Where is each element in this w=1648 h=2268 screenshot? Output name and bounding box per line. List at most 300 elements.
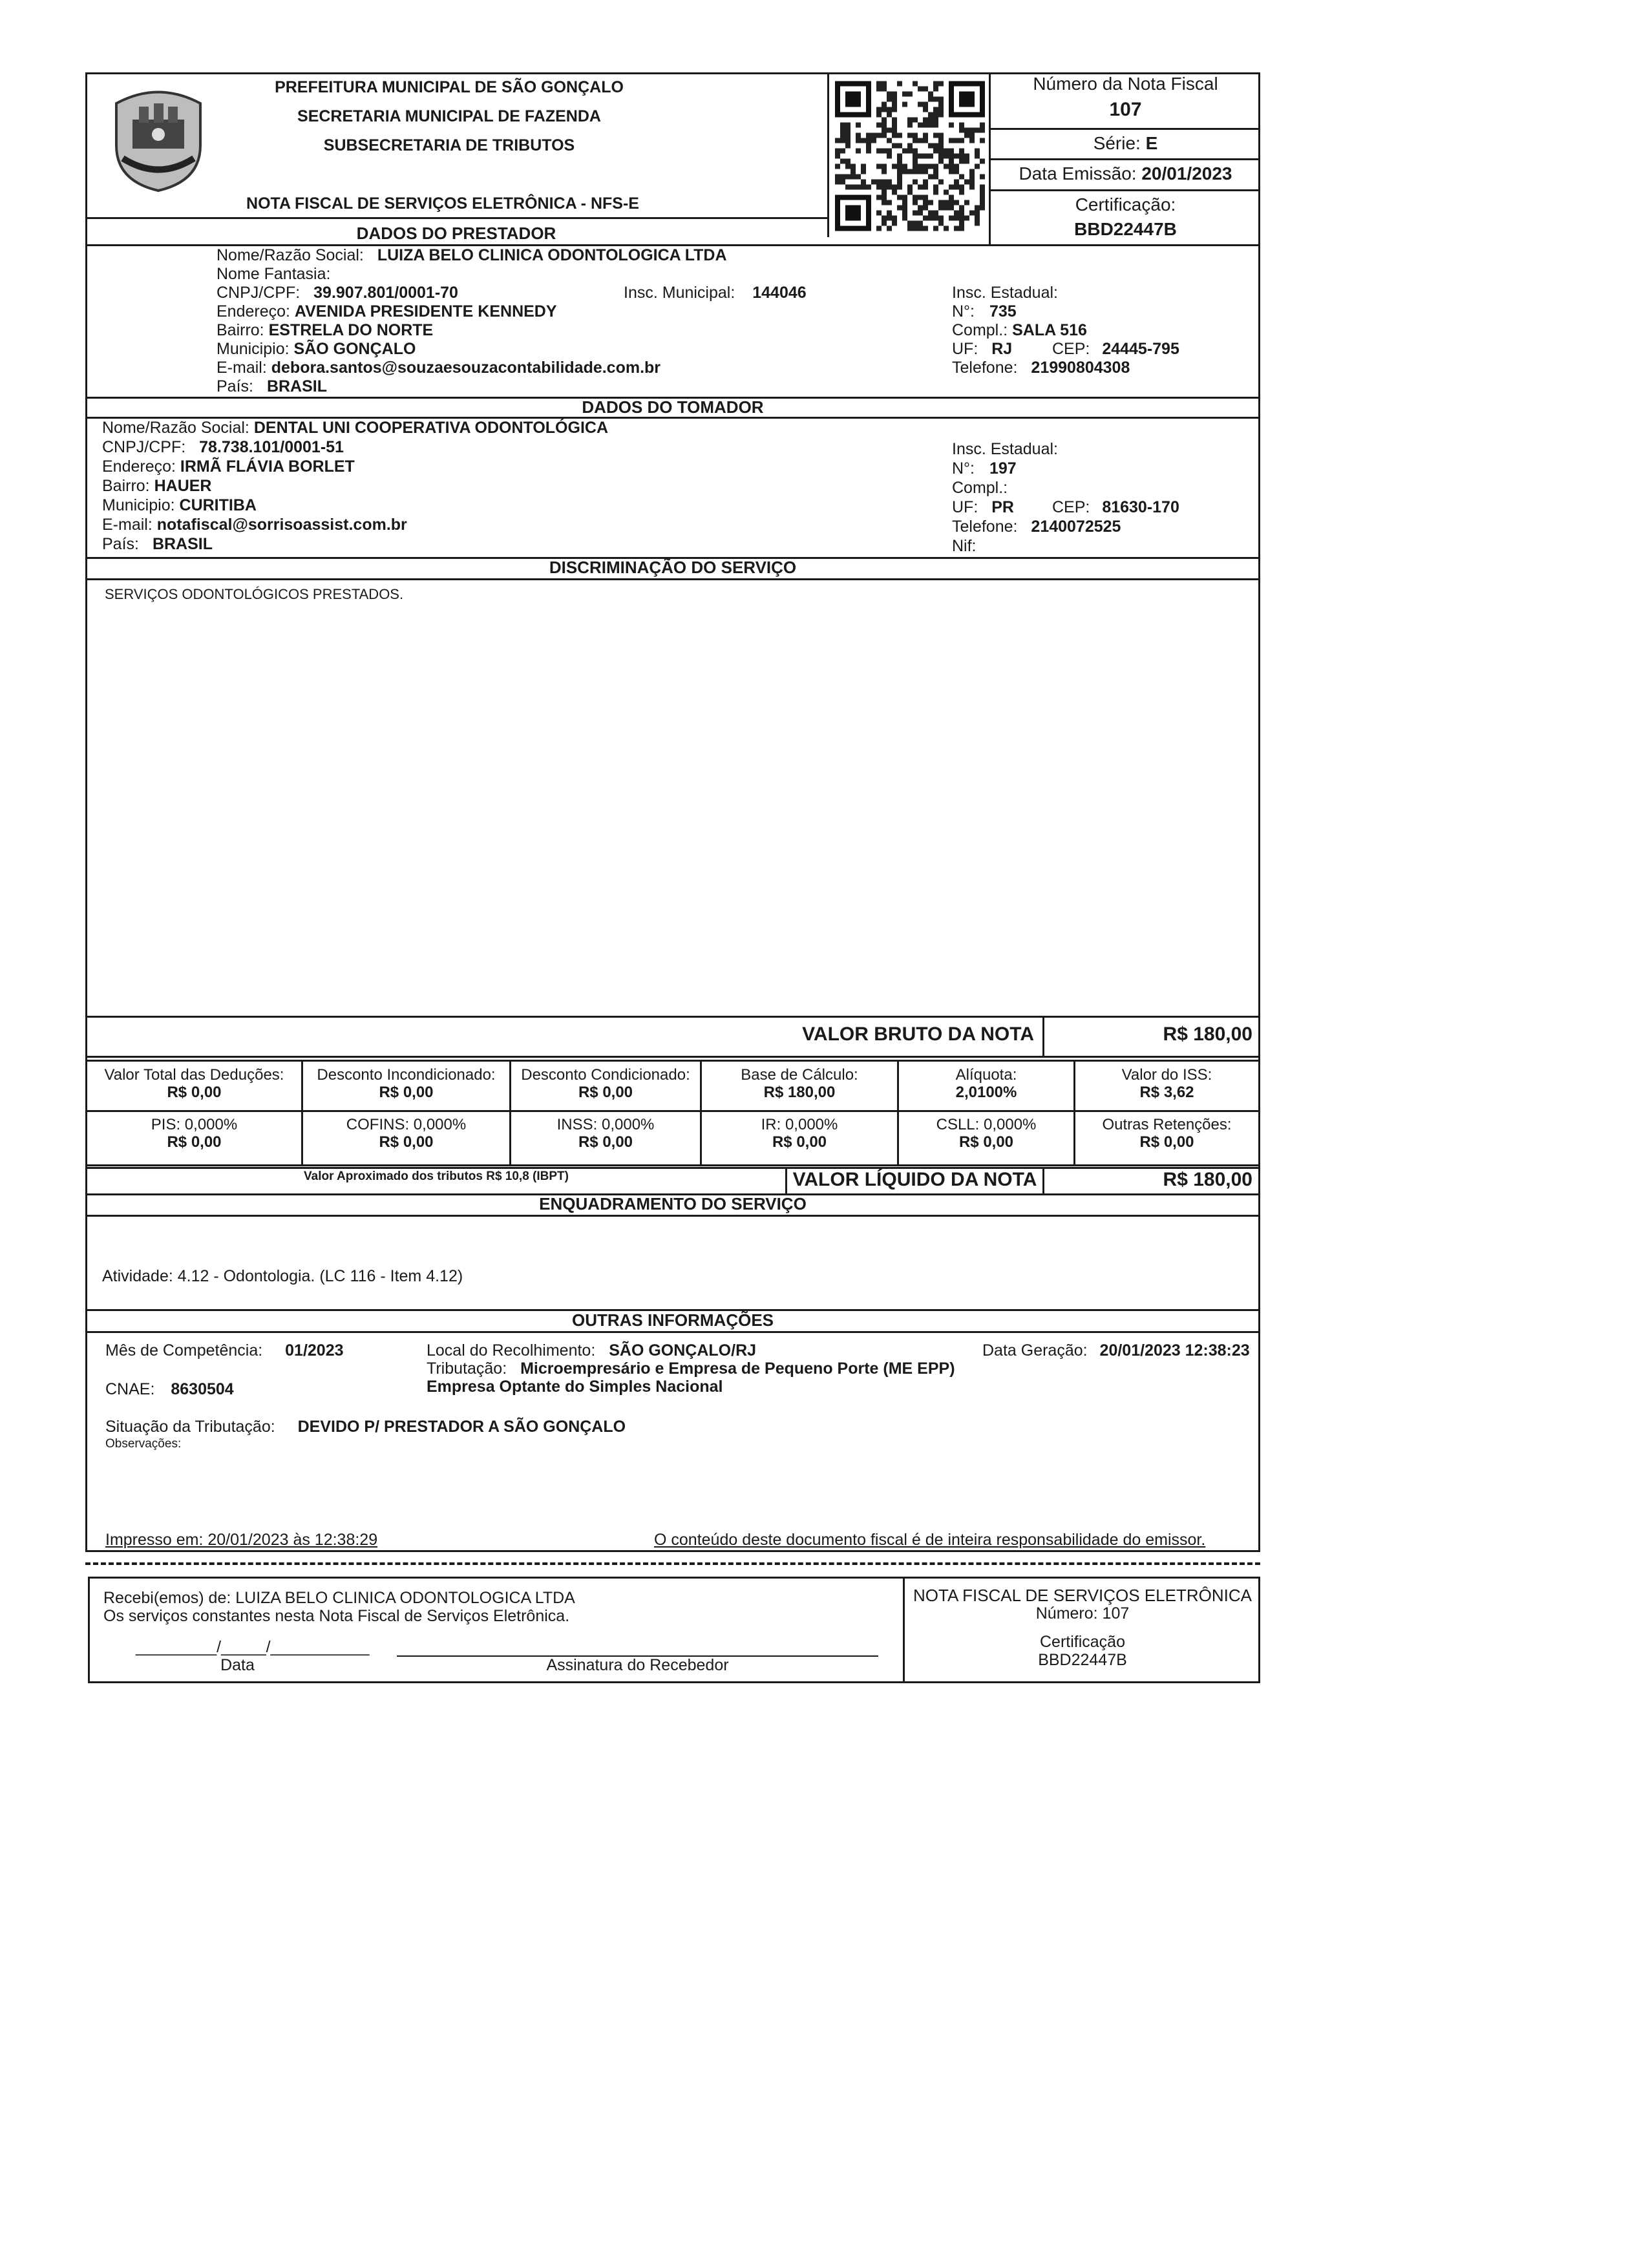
qr-module bbox=[933, 149, 938, 154]
qr-module bbox=[913, 200, 918, 205]
qr-module bbox=[944, 149, 949, 154]
qr-module bbox=[954, 211, 959, 216]
qr-module bbox=[902, 200, 907, 205]
tomador-endereco-value: IRMÃ FLÁVIA BORLET bbox=[180, 457, 355, 476]
tomador-pais bbox=[102, 534, 213, 554]
qr-module bbox=[866, 143, 871, 149]
qr-module bbox=[887, 97, 892, 102]
qr-module bbox=[907, 190, 913, 195]
aliquota-value: 2,0100% bbox=[955, 1084, 1017, 1101]
qr-module bbox=[856, 149, 861, 154]
qr-module bbox=[892, 118, 897, 123]
competencia-label: Mês de Competência: bbox=[105, 1341, 263, 1360]
prestador-endereco-value: AVENIDA PRESIDENTE KENNEDY bbox=[294, 302, 557, 320]
qr-module bbox=[856, 174, 861, 180]
qr-finder-pattern bbox=[845, 92, 861, 107]
ir-label: IR: 0,000% bbox=[761, 1116, 838, 1133]
qr-module bbox=[918, 211, 923, 216]
tomador-tel-label: Telefone: bbox=[952, 518, 1018, 536]
qr-module bbox=[882, 149, 887, 154]
qr-module bbox=[861, 185, 866, 190]
qr-module bbox=[938, 180, 944, 185]
tributacao-field bbox=[427, 1359, 955, 1378]
data-geracao-label: Data Geração: bbox=[982, 1341, 1088, 1360]
qr-module bbox=[902, 102, 907, 107]
qr-module bbox=[913, 159, 918, 164]
qr-module bbox=[959, 190, 964, 195]
qr-module bbox=[913, 180, 918, 185]
prestador-num-label: N°: bbox=[952, 302, 975, 320]
qr-module bbox=[938, 97, 944, 102]
qr-module bbox=[866, 149, 871, 154]
pis-value: R$ 0,00 bbox=[167, 1133, 222, 1151]
qr-module bbox=[892, 97, 897, 102]
qr-module bbox=[907, 169, 913, 174]
qr-module bbox=[969, 128, 975, 133]
qr-module bbox=[902, 205, 907, 211]
tomador-compl-label: Compl.: bbox=[952, 479, 1008, 497]
qr-module bbox=[845, 123, 850, 128]
qr-module bbox=[923, 164, 928, 169]
qr-module bbox=[897, 180, 902, 185]
servico-section-title: DISCRIMINAÇÃO DO SERVIÇO bbox=[549, 558, 797, 577]
prestador-razao-value: LUIZA BELO CLINICA ODONTOLOGICA LTDA bbox=[377, 246, 727, 264]
qr-module bbox=[944, 226, 949, 231]
tomador-tel bbox=[952, 517, 1121, 536]
qr-module bbox=[923, 226, 928, 231]
qr-module bbox=[975, 128, 980, 133]
tomador-email-label: E-mail: bbox=[102, 516, 153, 534]
qr-module bbox=[882, 128, 887, 133]
qr-module bbox=[938, 138, 944, 143]
qr-module bbox=[959, 205, 964, 211]
qr-module bbox=[882, 195, 887, 200]
qr-module bbox=[923, 216, 928, 221]
qr-module bbox=[897, 154, 902, 159]
aliquota-label: Alíquota: bbox=[955, 1066, 1017, 1084]
serie-value: E bbox=[1145, 133, 1158, 153]
tomador-num-value: 197 bbox=[989, 459, 1017, 478]
qr-module bbox=[959, 226, 964, 231]
prestador-tel-label: Telefone: bbox=[952, 359, 1018, 377]
cofins-label: COFINS: 0,000% bbox=[346, 1116, 467, 1133]
qr-module bbox=[959, 138, 964, 143]
recibo-nf-title: NOTA FISCAL DE SERVIÇOS ELETRÔNICA bbox=[913, 1586, 1252, 1605]
qr-module bbox=[959, 174, 964, 180]
qr-module bbox=[907, 143, 913, 149]
qr-module bbox=[964, 159, 969, 164]
qr-module bbox=[918, 185, 923, 190]
qr-module bbox=[933, 164, 938, 169]
qr-module bbox=[933, 87, 938, 92]
bruto-rule-top bbox=[85, 1016, 1260, 1018]
deducoes-label: Valor Total das Deduções: bbox=[104, 1066, 284, 1084]
qr-module bbox=[876, 180, 882, 185]
recibo-nf-cert-label: Certificação bbox=[1040, 1633, 1125, 1651]
tomador-uf bbox=[952, 498, 1014, 517]
qr-module bbox=[923, 169, 928, 174]
qr-module bbox=[923, 200, 928, 205]
recibo-data-label: Data bbox=[220, 1656, 255, 1674]
qr-module bbox=[969, 174, 975, 180]
qr-module bbox=[913, 138, 918, 143]
qr-module bbox=[835, 149, 840, 154]
qr-module bbox=[871, 133, 876, 138]
cert-label: Certificação: bbox=[1075, 194, 1176, 215]
qr-module bbox=[980, 123, 985, 128]
qr-module bbox=[845, 128, 850, 133]
qr-module bbox=[975, 221, 980, 226]
qr-module bbox=[938, 107, 944, 112]
qr-module bbox=[902, 216, 907, 221]
qr-module bbox=[876, 149, 882, 154]
qr-module bbox=[882, 133, 887, 138]
header-subsecretaria: SUBSECRETARIA DE TRIBUTOS bbox=[323, 136, 575, 154]
qr-module bbox=[959, 128, 964, 133]
prestador-municipio-value: SÃO GONÇALO bbox=[293, 340, 416, 358]
qr-module bbox=[882, 190, 887, 195]
qr-module bbox=[882, 180, 887, 185]
desc-incond-label: Desconto Incondicionado: bbox=[317, 1066, 496, 1084]
qr-module bbox=[913, 81, 918, 87]
tomador-endereco bbox=[102, 457, 355, 476]
valor-iss-label: Valor do ISS: bbox=[1121, 1066, 1212, 1084]
qr-module bbox=[928, 92, 933, 97]
deducoes-value: R$ 0,00 bbox=[167, 1084, 222, 1101]
ir-value: R$ 0,00 bbox=[772, 1133, 827, 1151]
recibo-line1: Recebi(emos) de: LUIZA BELO CLINICA ODONTOLOGICA LTDA bbox=[103, 1589, 575, 1607]
cofins-cell bbox=[303, 1116, 509, 1151]
qr-module bbox=[923, 102, 928, 107]
qr-module bbox=[975, 154, 980, 159]
data-geracao-value: 20/01/2023 12:38:23 bbox=[1099, 1341, 1250, 1360]
deducoes-cell bbox=[87, 1066, 301, 1101]
responsabilidade-text: O conteúdo deste documento fiscal é de inteira responsabilidade do emissor. bbox=[654, 1531, 1206, 1549]
qr-module bbox=[969, 133, 975, 138]
qr-module bbox=[959, 221, 964, 226]
qr-module bbox=[907, 221, 913, 226]
qr-module bbox=[918, 205, 923, 211]
tomador-cnpj-label: CNPJ/CPF: bbox=[102, 438, 186, 456]
qr-module bbox=[964, 154, 969, 159]
qr-module bbox=[892, 143, 897, 149]
tomador-municipio-label: Municipio: bbox=[102, 496, 175, 514]
qr-module bbox=[959, 185, 964, 190]
valor-liquido-value: R$ 180,00 bbox=[1163, 1169, 1252, 1190]
valor-iss-cell bbox=[1075, 1066, 1258, 1101]
qr-module bbox=[907, 118, 913, 123]
municipal-coat-of-arms-logo bbox=[103, 84, 213, 194]
prestador-rule-top bbox=[85, 217, 829, 219]
qr-module bbox=[933, 107, 938, 112]
qr-module bbox=[856, 138, 861, 143]
qr-module bbox=[897, 81, 902, 87]
qr-module bbox=[866, 138, 871, 143]
prestador-razao bbox=[217, 246, 727, 265]
qr-module bbox=[892, 221, 897, 226]
simples-nacional: Empresa Optante do Simples Nacional bbox=[427, 1378, 723, 1396]
qr-module bbox=[882, 102, 887, 107]
prestador-cnpj-label: CNPJ/CPF: bbox=[217, 284, 301, 302]
servico-rule-bottom bbox=[85, 578, 1260, 580]
prestador-pais-label: País: bbox=[217, 377, 253, 395]
prestador-bairro-label: Bairro: bbox=[217, 321, 264, 339]
inss-label: INSS: 0,000% bbox=[556, 1116, 655, 1133]
cnae-value: 8630504 bbox=[171, 1380, 234, 1398]
qr-module bbox=[845, 138, 850, 143]
atividade-text: Atividade: 4.12 - Odontologia. (LC 116 - Item 4.12) bbox=[102, 1267, 463, 1285]
qr-module bbox=[938, 133, 944, 138]
header-divider-qr-left bbox=[827, 72, 829, 237]
valor-bruto-label: VALOR BRUTO DA NOTA bbox=[802, 1024, 1034, 1045]
desc-cond-value: R$ 0,00 bbox=[578, 1084, 633, 1101]
prestador-uf-label: UF: bbox=[952, 340, 978, 358]
qr-module bbox=[892, 216, 897, 221]
qr-module bbox=[928, 174, 933, 180]
qr-module bbox=[954, 164, 959, 169]
pis-label: PIS: 0,000% bbox=[151, 1116, 238, 1133]
qr-module bbox=[840, 180, 845, 185]
qr-module bbox=[882, 123, 887, 128]
prestador-endereco bbox=[217, 302, 557, 321]
prestador-im-label: Insc. Municipal: bbox=[624, 284, 735, 302]
qr-module bbox=[907, 123, 913, 128]
qr-module bbox=[980, 200, 985, 205]
qr-module bbox=[845, 143, 850, 149]
tax-grid-row-divider bbox=[85, 1110, 1260, 1112]
qr-module bbox=[861, 180, 866, 185]
header-prefeitura: PREFEITURA MUNICIPAL DE SÃO GONÇALO bbox=[275, 78, 624, 96]
qr-module bbox=[887, 107, 892, 112]
tomador-razao-label: Nome/Razão Social: bbox=[102, 419, 249, 437]
qr-module bbox=[861, 164, 866, 169]
prestador-num bbox=[952, 302, 1017, 321]
qr-module bbox=[897, 143, 902, 149]
qr-module bbox=[850, 174, 856, 180]
qr-module bbox=[975, 205, 980, 211]
tomador-email-value: notafiscal@sorrisoassist.com.br bbox=[156, 516, 407, 534]
qr-module bbox=[892, 133, 897, 138]
valor-liquido-label: VALOR LÍQUIDO DA NOTA bbox=[792, 1169, 1037, 1190]
prestador-ie-label: Insc. Estadual: bbox=[952, 284, 1058, 302]
qr-module bbox=[902, 149, 907, 154]
qr-module bbox=[928, 123, 933, 128]
prestador-municipio-label: Municipio: bbox=[217, 340, 290, 358]
qr-module bbox=[923, 118, 928, 123]
qr-module bbox=[975, 216, 980, 221]
qr-module bbox=[845, 185, 850, 190]
qr-module bbox=[928, 143, 933, 149]
qr-module bbox=[876, 112, 882, 118]
qr-module bbox=[964, 180, 969, 185]
base-calculo-value: R$ 180,00 bbox=[763, 1084, 836, 1101]
qr-module bbox=[840, 149, 845, 154]
prestador-compl-value: SALA 516 bbox=[1012, 321, 1087, 339]
qr-module bbox=[933, 133, 938, 138]
qr-module bbox=[923, 195, 928, 200]
cofins-value: R$ 0,00 bbox=[379, 1133, 434, 1151]
qr-module bbox=[933, 190, 938, 195]
tomador-razao bbox=[102, 418, 608, 437]
enquadramento-section-title: ENQUADRAMENTO DO SERVIÇO bbox=[539, 1194, 807, 1213]
liquido-divider-right bbox=[1042, 1167, 1044, 1194]
qr-module bbox=[918, 123, 923, 128]
qr-module bbox=[928, 211, 933, 216]
qr-module bbox=[969, 180, 975, 185]
qr-module bbox=[928, 118, 933, 123]
tomador-cep-value: 81630-170 bbox=[1102, 498, 1179, 516]
prestador-cnpj bbox=[217, 283, 458, 302]
qr-module bbox=[876, 107, 882, 112]
nota-number-label: Número da Nota Fiscal bbox=[1033, 74, 1218, 94]
qr-module bbox=[913, 164, 918, 169]
qr-module bbox=[928, 216, 933, 221]
qr-module bbox=[933, 118, 938, 123]
qr-module bbox=[938, 159, 944, 164]
qr-module bbox=[964, 200, 969, 205]
qr-module bbox=[835, 154, 840, 159]
qr-module bbox=[913, 169, 918, 174]
valor-iss-value: R$ 3,62 bbox=[1139, 1084, 1194, 1101]
qr-module bbox=[980, 174, 985, 180]
qr-module bbox=[954, 200, 959, 205]
nota-number: 107 bbox=[1109, 99, 1142, 120]
qr-module bbox=[882, 164, 887, 169]
qr-module bbox=[902, 92, 907, 97]
qr-module bbox=[845, 164, 850, 169]
qr-module bbox=[913, 211, 918, 216]
header-right-rule-3 bbox=[989, 189, 1260, 191]
qr-module bbox=[913, 221, 918, 226]
prestador-cep-label: CEP: bbox=[1052, 340, 1090, 358]
qr-module bbox=[938, 149, 944, 154]
qr-module bbox=[938, 112, 944, 118]
qr-module bbox=[866, 185, 871, 190]
qr-module bbox=[938, 143, 944, 149]
desc-incond-value: R$ 0,00 bbox=[379, 1084, 434, 1101]
qr-module bbox=[928, 112, 933, 118]
qr-module bbox=[933, 174, 938, 180]
prestador-im-value: 144046 bbox=[752, 284, 807, 302]
qr-module bbox=[902, 211, 907, 216]
prestador-endereco-label: Endereço: bbox=[217, 302, 290, 320]
qr-module bbox=[938, 102, 944, 107]
qr-module bbox=[882, 216, 887, 221]
qr-module bbox=[913, 226, 918, 231]
tomador-pais-label: País: bbox=[102, 535, 139, 553]
tomador-ie-label: Insc. Estadual: bbox=[952, 440, 1058, 458]
desc-cond-label: Desconto Condicionado: bbox=[521, 1066, 690, 1084]
qr-module bbox=[933, 143, 938, 149]
qr-module bbox=[882, 169, 887, 174]
bruto-rule-bottom bbox=[85, 1056, 1260, 1058]
qr-module bbox=[923, 138, 928, 143]
csll-label: CSLL: 0,000% bbox=[936, 1116, 1037, 1133]
qr-module bbox=[949, 159, 954, 164]
tomador-nif-label: Nif: bbox=[952, 537, 977, 555]
qr-module bbox=[897, 164, 902, 169]
qr-module bbox=[850, 185, 856, 190]
qr-module bbox=[835, 180, 840, 185]
qr-module bbox=[975, 211, 980, 216]
qr-module bbox=[887, 149, 892, 154]
qr-module bbox=[876, 133, 882, 138]
qr-module bbox=[949, 154, 954, 159]
prestador-uf bbox=[952, 339, 1012, 359]
qr-module bbox=[876, 211, 882, 216]
qr-module bbox=[949, 164, 954, 169]
prestador-im bbox=[624, 283, 807, 302]
qr-module bbox=[887, 154, 892, 159]
situacao-field bbox=[105, 1417, 626, 1436]
prestador-pais bbox=[217, 377, 327, 396]
qr-module bbox=[850, 164, 856, 169]
inss-value: R$ 0,00 bbox=[578, 1133, 633, 1151]
qr-module bbox=[892, 190, 897, 195]
qr-module bbox=[923, 180, 928, 185]
qr-module bbox=[897, 133, 902, 138]
tomador-uf-label: UF: bbox=[952, 498, 978, 516]
qr-module bbox=[907, 149, 913, 154]
qr-module bbox=[866, 133, 871, 138]
qr-module bbox=[933, 216, 938, 221]
qr-module bbox=[918, 164, 923, 169]
prestador-cep bbox=[1052, 339, 1179, 359]
qr-module bbox=[923, 133, 928, 138]
qr-module bbox=[923, 123, 928, 128]
qr-module bbox=[954, 138, 959, 143]
qr-module bbox=[861, 169, 866, 174]
qr-module bbox=[933, 211, 938, 216]
qr-module bbox=[913, 154, 918, 159]
cut-line bbox=[85, 1562, 1260, 1565]
inss-cell bbox=[511, 1116, 700, 1151]
qr-module bbox=[845, 159, 850, 164]
qr-module bbox=[959, 149, 964, 154]
qr-module bbox=[892, 92, 897, 97]
prestador-cnpj-value: 39.907.801/0001-70 bbox=[313, 284, 458, 302]
outras-retencoes-label: Outras Retenções: bbox=[1102, 1116, 1232, 1133]
recibo-nf-cert-value: BBD22447B bbox=[1038, 1651, 1127, 1669]
qr-module bbox=[969, 211, 975, 216]
tomador-tel-value: 2140072525 bbox=[1031, 518, 1121, 536]
qr-module bbox=[954, 216, 959, 221]
qr-module bbox=[975, 164, 980, 169]
qr-module bbox=[907, 185, 913, 190]
qr-module bbox=[902, 164, 907, 169]
qr-module bbox=[887, 216, 892, 221]
qr-finder-pattern bbox=[959, 92, 975, 107]
prestador-cep-value: 24445-795 bbox=[1102, 340, 1179, 358]
observacoes-label: Observações: bbox=[105, 1437, 182, 1451]
tomador-num-label: N°: bbox=[952, 459, 975, 478]
qr-module bbox=[887, 211, 892, 216]
qr-module bbox=[835, 138, 840, 143]
prestador-uf-value: RJ bbox=[991, 340, 1013, 358]
qr-module bbox=[928, 164, 933, 169]
enquadramento-rule-bottom bbox=[85, 1215, 1260, 1217]
qr-module bbox=[938, 154, 944, 159]
qr-module bbox=[876, 195, 882, 200]
prestador-section-title: DADOS DO PRESTADOR bbox=[356, 224, 556, 243]
qr-module bbox=[923, 185, 928, 190]
bruto-divider bbox=[1042, 1016, 1044, 1056]
qr-module bbox=[964, 216, 969, 221]
prestador-compl bbox=[952, 320, 1087, 340]
qr-module bbox=[887, 180, 892, 185]
prestador-compl-label: Compl.: bbox=[952, 321, 1008, 339]
qr-module bbox=[882, 185, 887, 190]
